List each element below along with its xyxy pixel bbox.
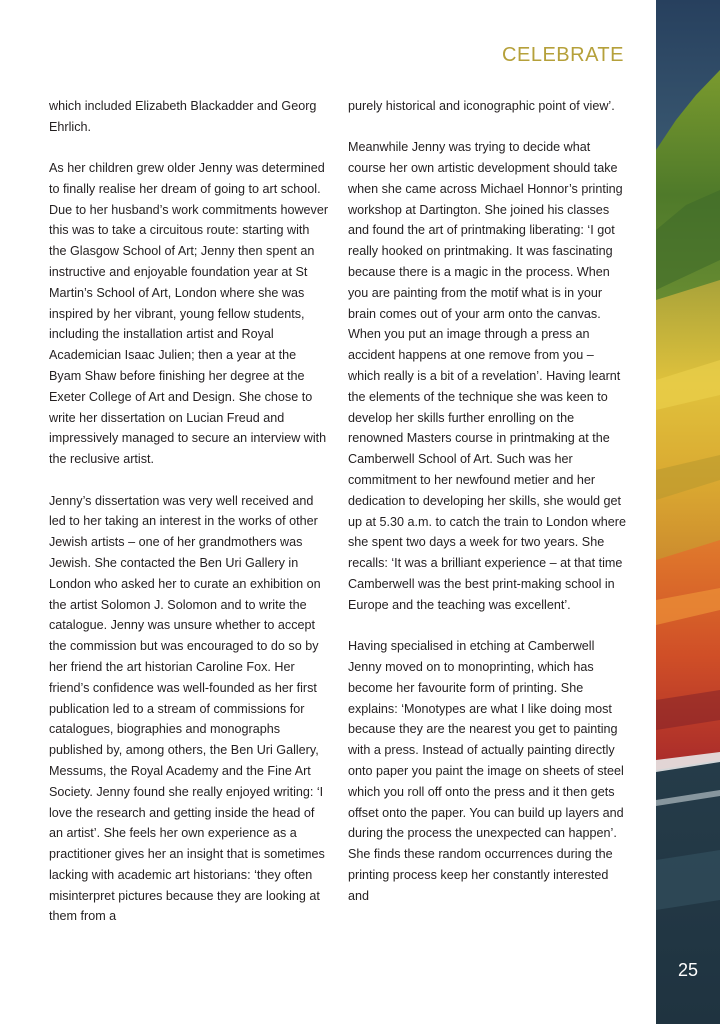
- paragraph: Jenny’s dissertation was very well received and led to her taking an interest in the works of other Jewish artists – one of her grandmothers was Jewish. She contacted the Ben Uri Gallery in London who asked her to curate an exhibition on the artist Solomon J. Solomon and to write the catalogue. Jenny was unsure whether to accept the commission but was encouraged to do so by her friend the art historian Caroline Fox. Her friend’s confidence was well-founded as her first publication led to a stream of commissions for catalogues, biographies and monographs published by, among others, the Ben Uri Gallery, Messums, the Royal Academy and the Fine Art Society. Jenny found she really enjoyed writing: ‘I love the research and getting inside the head of an artist’. She feels her own experience as a practitioner gives her an insight that is sometimes lacking with academic art historians: ‘they often misinterpret pictures because they are looking at them from a: [49, 493, 325, 924]
- landscape-painting-strip: [656, 0, 720, 1024]
- paragraph: Meanwhile Jenny was trying to decide what course her own artistic development should take when she came across Michael Honnor’s printing workshop at Dartington. She joined his classes and found the art of printmaking liberating: ‘I got really hooked on printmaking. It was fascinating because there is a magic in the process. When you are painting from the motif what is in your brain comes out of your arm onto the canvas. When you put an image through a press an accident happens at one remove from you – which really is a bit of a revelation’. Having learnt the elements of the technique she was keen to develop her skills further enrolling on the renowned Masters course in printmaking at the Camberwell School of Art. Such was her commitment to her newfound metier and her dedication to developing her skills, she would get up at 5.30 a.m. to catch the train to London where she spent two days a week for two years. She recalls: ‘It was a brilliant experience – at that time Camberwell was the best print-making school in Europe and the teaching was excellent’.: [348, 140, 626, 612]
- paragraph: which included Elizabeth Blackadder and Georg Ehrlich.: [49, 99, 317, 134]
- painting-illustration: [656, 0, 720, 1024]
- paragraph: purely historical and iconographic point of view’.: [348, 99, 615, 113]
- left-column: [49, 96, 329, 948]
- paragraph: Having specialised in etching at Camberwell Jenny moved on to monoprinting, which has become her favourite form of printing. She explains: ‘Monotypes are what I like doing most because they are the nearest you get to painting with a press. Instead of actually painting directly onto paper you paint the image on sheets of steel which you roll off onto the press and it then gets offset onto the paper. You can build up layers and during the process the unexpected can happen’. She finds these random occurrences during the printing process keep her constantly interested and: [348, 639, 624, 903]
- paragraph: As her children grew older Jenny was determined to finally realise her dream of going to art school. Due to her husband’s work commitments however this was to take a circuitous route: starting with the Glasgow School of Art; Jenny then spent an instructive and enjoyable foundation year at St Martin’s School of Art, London where she was inspired by her vibrant, young fellow students, including the installation artist and Royal Academician Isaac Julien; then a year at the Byam Shaw before finishing her degree at the Exeter College of Art and Design. She chose to write her dissertation on Lucian Freud and impressively managed to secure an interview with the reclusive artist.: [49, 161, 329, 467]
- page-number: 25: [677, 960, 699, 980]
- section-title: CELEBRATE: [502, 44, 624, 66]
- right-column: [348, 96, 628, 927]
